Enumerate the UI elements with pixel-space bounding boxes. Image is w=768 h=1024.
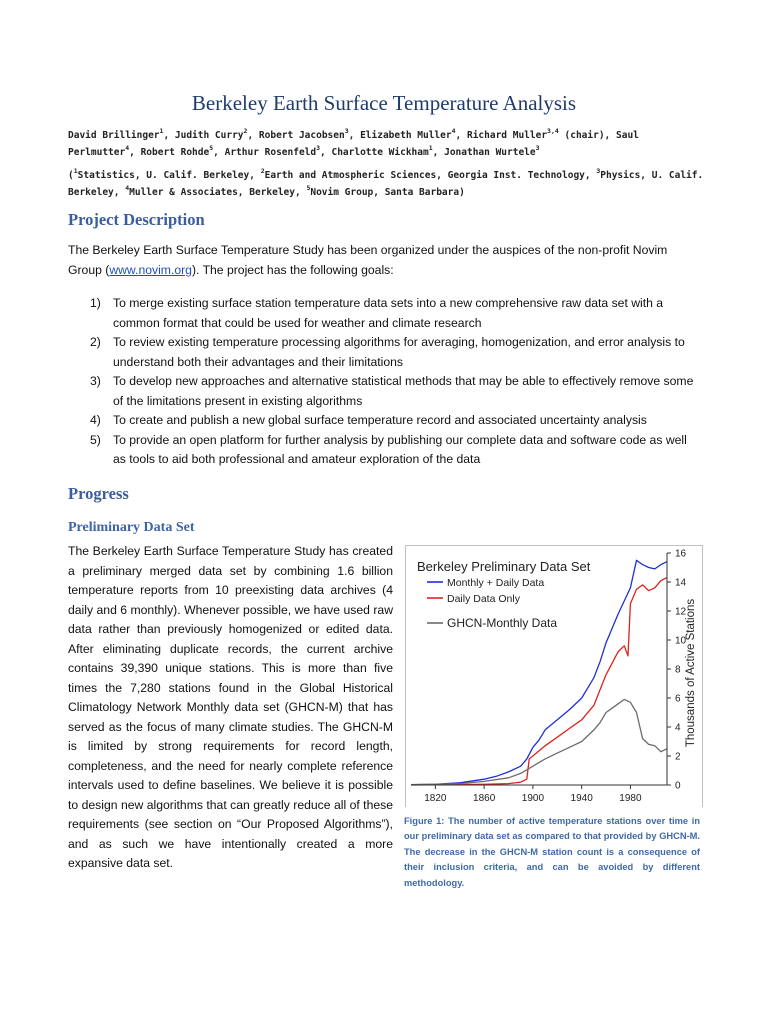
author-separator: (chair), [558, 130, 616, 141]
heading-project-description: Project Description [68, 210, 205, 229]
goal-number: 4) [90, 413, 101, 427]
affiliation-marker: 1 [73, 167, 78, 175]
goal-text: To review existing temperature processing algorithms for averaging, homogenization, and error analysis to understand both their advantages and their limitations [113, 335, 685, 369]
goal-number: 3) [90, 374, 101, 388]
chart-title: Berkeley Preliminary Data Set [417, 559, 591, 574]
author-affiliation-marker: 1 [428, 144, 433, 152]
author-affiliation-marker: 3 [316, 144, 321, 152]
goal-item [68, 294, 702, 333]
author-affiliation-marker: 1 [159, 127, 164, 135]
affiliation-text: Muller & Associates, Berkeley, [129, 187, 307, 198]
affiliation-text: Statistics, U. Calif. Berkeley, [77, 170, 261, 181]
y-tick-label: 2 [675, 751, 681, 763]
author-separator: , [163, 130, 175, 141]
author-name: David Brillinger [68, 130, 160, 141]
legend-entry: Monthly + Daily Data [447, 577, 545, 589]
intro-text-before: The Berkeley Earth Surface Temperature Study has been organized under the auspices of the non-profit Novim Group ( [68, 243, 668, 277]
y-tick-label: 0 [675, 780, 681, 792]
author-affiliation-marker: 2 [243, 127, 248, 135]
author-separator: , [348, 130, 361, 141]
author-name: Judith Curry [174, 130, 244, 141]
goal-item [68, 431, 702, 470]
project-intro [68, 241, 700, 280]
y-tick-label: 6 [675, 693, 681, 705]
affiliation-open-paren: ( [68, 170, 74, 181]
author-affiliation-marker: 3 [535, 144, 540, 152]
author-name: Saul Perlmutter [68, 130, 639, 158]
x-tick-label: 1860 [473, 793, 496, 804]
y-tick-label: 8 [675, 664, 681, 676]
goal-item [68, 411, 702, 431]
y-axis-label: Thousands of Active Stations [685, 598, 697, 748]
affiliation-marker: 3 [596, 167, 601, 175]
affiliation-marker: 5 [306, 184, 311, 192]
affiliation-list [68, 167, 708, 201]
goal-text: To create and publish a new global surface temperature record and associated uncertainty analysis [113, 413, 647, 427]
x-tick-label: 1900 [521, 793, 545, 804]
figure-caption: Figure 1: The number of active temperature stations over time in our preliminary data set as compared to that provided by GHCN-M. The decrease in the GHCN-M station count is a consequence of their inclusion criteria, and can be avoided by different methodology. [404, 816, 700, 888]
goal-text: To merge existing surface station temperature data sets into a new comprehensive raw data set with a common format that could be used for weather and climate research [113, 296, 664, 330]
author-separator: , [455, 130, 467, 141]
goal-number: 5) [90, 432, 101, 447]
y-tick-label: 14 [675, 577, 687, 589]
goal-number: 2) [90, 335, 101, 349]
affiliation-text: Novim Group, Santa Barbara [310, 187, 460, 198]
y-tick-label: 16 [675, 548, 687, 560]
author-name: Robert Jacobsen [258, 130, 345, 141]
author-affiliation-marker: 3 [344, 127, 349, 135]
document-title: Berkeley Earth Surface Temperature Analysis [191, 91, 577, 115]
goal-number: 1) [90, 296, 101, 310]
affiliation-marker: 2 [260, 167, 265, 175]
preliminary-data-paragraph: The Berkeley Earth Surface Temperature Study has created a preliminary merged data set by combining 1.6 billion temperature reports from 10 preexisting data archives (4 daily and 6 monthly). Whenever possible, we have used raw data rather than previously homogenized or edited data. After eliminating duplicate records, the current archive contains 39,390 unique stations. This is more than five times the 7,280 stations found in the Global Historical Climatology Network Monthly data set (GHCN-M) that has served as the focus of many climate studies. The GHCN-M is limited by strong requirements for record length, completeness, and the need for nearly complete reference intervals used to define baselines. We believe it is possible to design new algorithms that can greatly reduce all of these requirements (see section on “Our Proposed Algorithms”), and as such we have intentionally created a more expansive data set. [68, 544, 393, 870]
author-name: Robert Rohde [140, 147, 210, 158]
affiliation-text: Physics, U. Calif. Berkeley, [68, 170, 704, 198]
author-affiliation-marker: 4 [125, 144, 130, 152]
station-count-chart [405, 545, 703, 807]
author-affiliation-marker: 4 [451, 127, 456, 135]
subheading-preliminary-data-set: Preliminary Data Set [68, 520, 195, 535]
author-name: Elizabeth Muller [360, 130, 452, 141]
author-affiliation-marker: 3,4 [547, 127, 559, 135]
legend-entry: Daily Data Only [447, 593, 520, 605]
y-tick-label: 12 [675, 606, 687, 618]
author-name: Charlotte Wickham [331, 147, 429, 158]
author-name: Richard Muller [466, 130, 548, 141]
affiliation-text: Earth and Atmospheric Sciences, Georgia Inst. Technology, [264, 170, 597, 181]
x-tick-label: 1980 [619, 793, 642, 804]
novim-link[interactable]: www.novim.org [109, 262, 192, 277]
author-name: Arthur Rosenfeld [224, 147, 317, 158]
y-tick-label: 10 [675, 635, 687, 647]
intro-text-after: ). The project has the following goals: [191, 262, 394, 277]
goal-item [68, 333, 702, 372]
goal-text: To provide an open platform for further analysis by publishing our complete data and software code as well as tools to aid both professional and amateur exploration of the data [113, 432, 687, 466]
author-separator: , [432, 147, 445, 158]
x-tick-label: 1820 [424, 793, 447, 804]
figure-1 [405, 545, 703, 807]
x-tick-label: 1940 [570, 793, 593, 804]
affiliation-close-paren: ) [459, 187, 465, 198]
goals-list [68, 294, 702, 470]
author-name: Jonathan Wurtele [444, 147, 536, 158]
author-separator: , [247, 130, 259, 141]
author-affiliation-marker: 5 [209, 144, 214, 152]
goal-item [68, 372, 702, 411]
heading-progress: Progress [68, 484, 129, 503]
author-separator: , [129, 147, 141, 158]
author-separator: , [320, 147, 332, 158]
legend-entry: GHCN-Monthly Data [447, 616, 558, 630]
author-list [68, 127, 708, 161]
author-separator: , [213, 147, 225, 158]
y-tick-label: 4 [675, 722, 681, 734]
affiliation-marker: 4 [125, 184, 130, 192]
goal-text: To develop new approaches and alternative statistical methods that may be able to effectively remove some of the limitations present in existing algorithms [113, 374, 694, 408]
